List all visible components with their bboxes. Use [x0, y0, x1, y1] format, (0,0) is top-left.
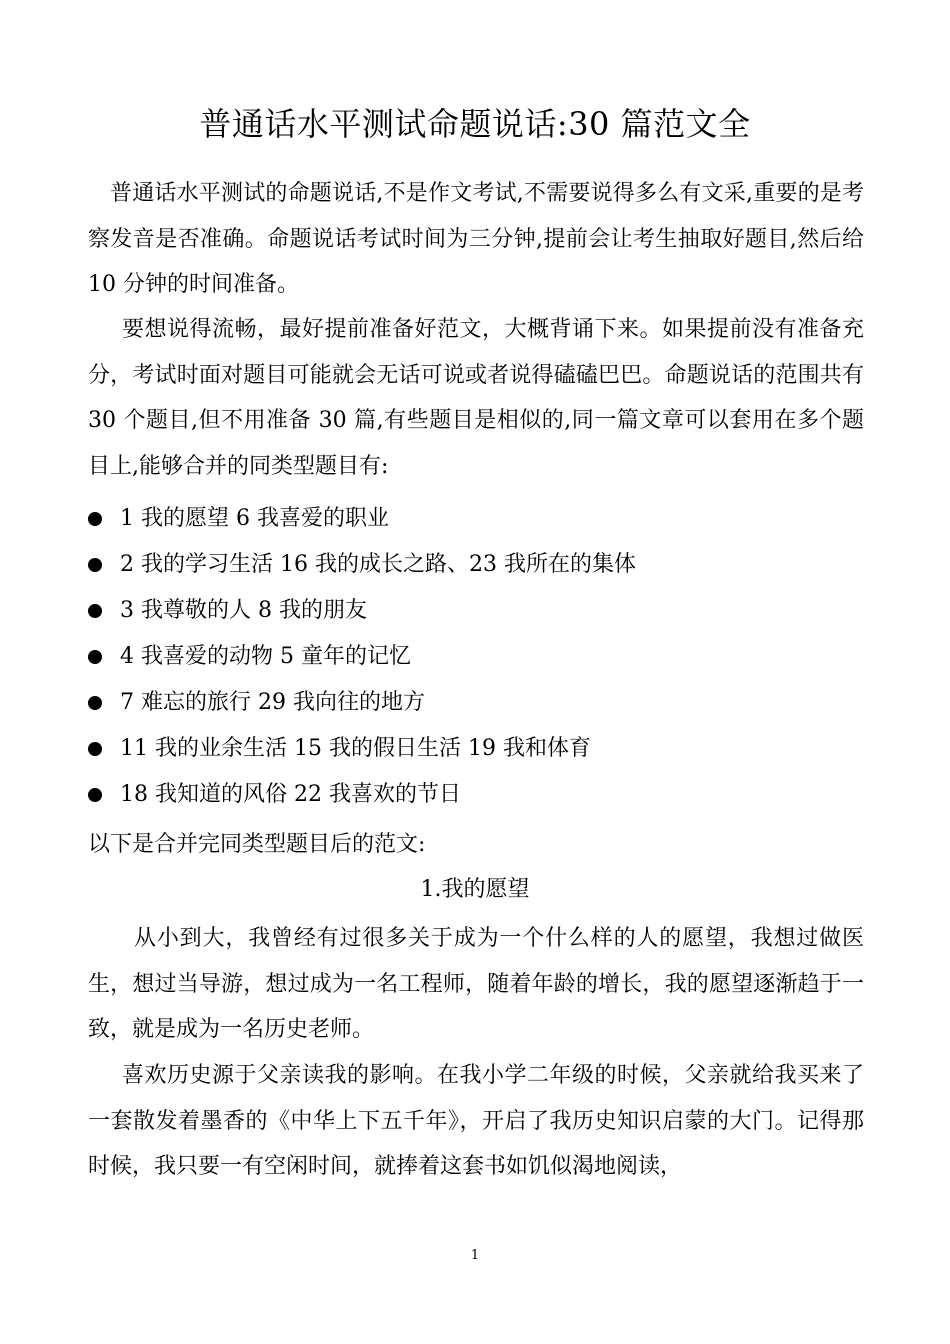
intro-paragraph: 普通话水平测试的命题说话,不是作文考试,不需要说得多么有文采,重要的是考察发音是否准确。命题说话考试时间为三分钟,提前会让考生抽取好题目,然后给 10 分钟的时间准备。 — [88, 181, 864, 297]
section-title: 1.我的愿望 — [420, 877, 530, 902]
list-item-text: 2 我的学习生活 16 我的成长之路、23 我所在的集体 — [120, 552, 636, 577]
list-item — [88, 726, 864, 772]
page-title: 普通话水平测试命题说话:30 篇范文全 — [199, 105, 751, 143]
list-item — [88, 588, 864, 634]
bullet-icon — [88, 742, 102, 756]
bullet-icon — [88, 788, 102, 802]
bullet-icon — [88, 604, 102, 618]
list-item-text: 3 我尊敬的人 8 我的朋友 — [120, 598, 367, 623]
page-number: 1 — [470, 1248, 480, 1263]
topic-group-list — [88, 496, 864, 818]
list-item — [88, 772, 864, 818]
list-item-text: 7 难忘的旅行 29 我向往的地方 — [120, 690, 425, 715]
section-paragraph: 从小到大，我曾经有过很多关于成为一个什么样的人的愿望，我想过做医生，想过当导游，想过成为一名工程师，随着年龄的增长，我的愿望逐渐趋于一致，就是成为一名历史老师。 — [88, 926, 864, 1042]
list-item — [88, 542, 864, 588]
list-item-text: 4 我喜爱的动物 5 童年的记忆 — [120, 644, 411, 669]
list-item-text: 11 我的业余生活 15 我的假日生活 19 我和体育 — [120, 736, 591, 761]
bullet-icon — [88, 696, 102, 710]
preparation-paragraph: 要想说得流畅，最好提前准备好范文，大概背诵下来。如果提前没有准备充分，考试时面对题目可能就会无话可说或者说得磕磕巴巴。命题说话的范围共有 30 个题目,但不用准备 30 篇,有些题目是相似的,同一篇文章可以套用在多个题目上,能够合并的同类型题目有: — [88, 317, 864, 479]
bullet-icon — [88, 558, 102, 572]
list-item — [88, 634, 864, 680]
list-item — [88, 496, 864, 542]
section-paragraph: 喜欢历史源于父亲读我的影响。在我小学二年级的时候，父亲就给我买来了一套散发着墨香的《中华上下五千年》，开启了我历史知识启蒙的大门。记得那时候，我只要一有空闲时间，就捧着这套书如饥似渴地阅读， — [88, 1063, 864, 1179]
bullet-icon — [88, 650, 102, 664]
list-item — [88, 680, 864, 726]
bullet-icon — [88, 512, 102, 526]
list-item-text: 18 我知道的风俗 22 我喜欢的节日 — [120, 782, 461, 807]
list-item-text: 1 我的愿望 6 我喜爱的职业 — [120, 506, 389, 531]
following-text: 以下是合并完同类型题目后的范文: — [88, 832, 426, 857]
